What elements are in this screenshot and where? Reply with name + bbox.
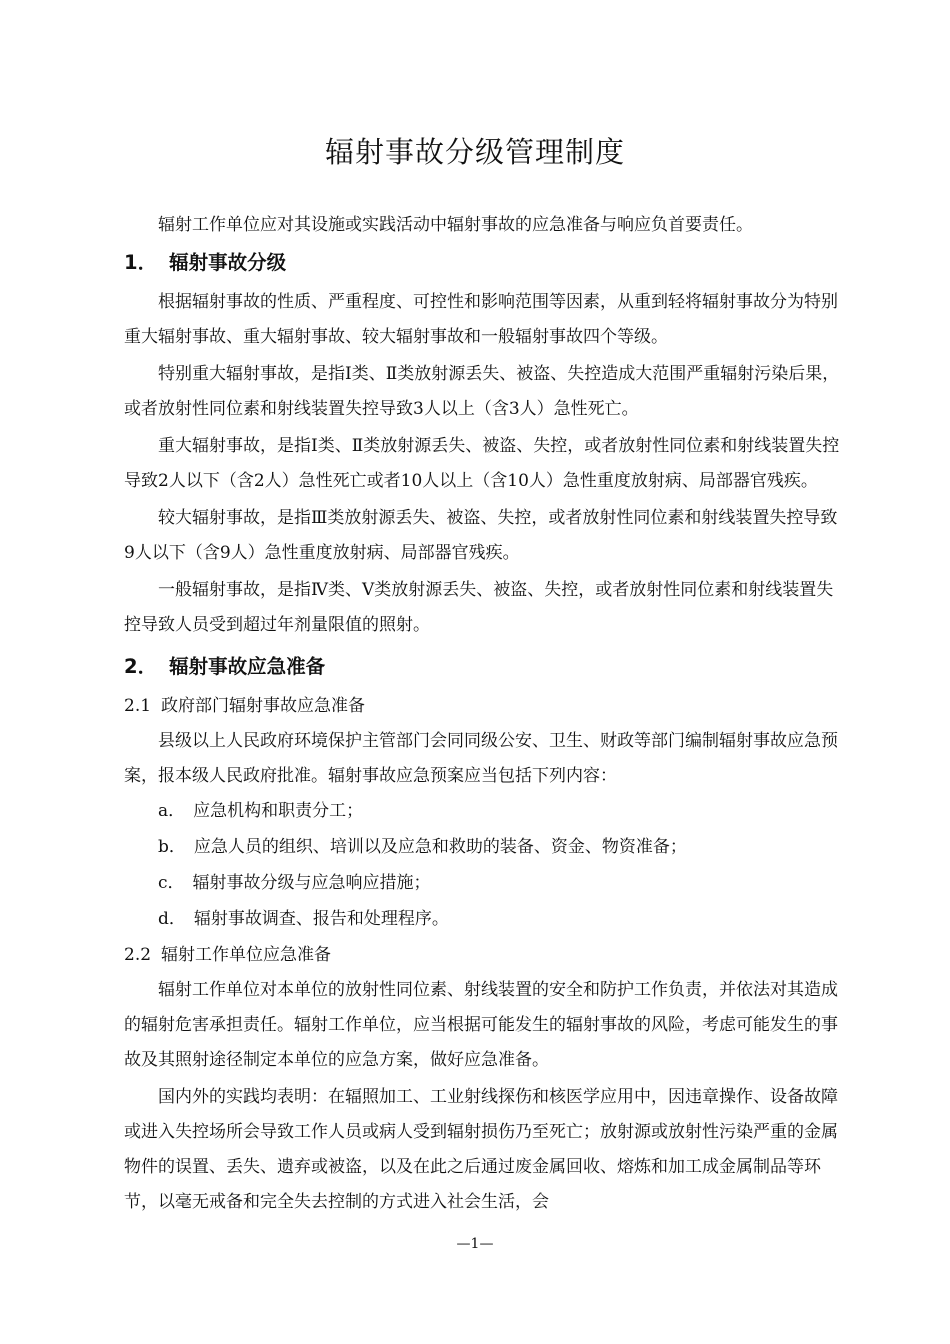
section-1-paragraph: 特别重大辐射事故，是指Ⅰ类、Ⅱ类放射源丢失、被盗、失控造成大范围严重辐射污染后果，或者放射性同位素和射线装置失控导致3人以上（含3人）急性死亡。 [124,364,840,419]
document-body [124,208,840,1220]
subsection-2-2-title: 辐射工作单位应急准备 [161,945,332,965]
subsection-2-1-title: 政府部门辐射事故应急准备 [161,696,366,716]
list-item [124,866,840,901]
document-title: 辐射事故分级管理制度 [324,135,625,169]
list-item [124,902,840,937]
section-1-heading [124,245,840,281]
section-1-number: 1． [124,251,158,274]
list-item-marker: b． [158,837,186,857]
section-1-title: 辐射事故分级 [169,251,287,274]
section-1-paragraph: 一般辐射事故，是指Ⅳ类、Ⅴ类放射源丢失、被盗、失控，或者放射性同位素和射线装置失控导致人员受到超过年剂量限值的照射。 [124,580,834,635]
list-item-text: 应急机构和职责分工； [193,801,364,821]
section-2-title: 辐射事故应急准备 [169,655,326,678]
section-2-heading [124,649,840,685]
list-item-marker: d． [158,909,186,929]
list-item [124,830,840,865]
subsection-2-2-paragraph: 辐射工作单位对本单位的放射性同位素、射线装置的安全和防护工作负责，并依法对其造成的辐射危害承担责任。辐射工作单位，应当根据可能发生的辐射事故的风险，考虑可能发生的事故及其照射途径制定本单位的应急方案，做好应急准备。 [124,980,838,1070]
list-item-text: 辐射事故调查、报告和处理程序。 [193,909,449,929]
section-1-paragraph: 根据辐射事故的性质、严重程度、可控性和影响范围等因素，从重到轻将辐射事故分为特别重大辐射事故、重大辐射事故、较大辐射事故和一般辐射事故四个等级。 [124,292,838,347]
subsection-2-2-paragraph: 国内外的实践均表明：在辐照加工、工业射线探伤和核医学应用中，因违章操作、设备故障或进入失控场所会导致工作人员或病人受到辐射损伤乃至死亡；放射源或放射性污染严重的金属物件的误置、丢失、遗弃或被盗，以及在此之后通过废金属回收、熔炼和加工成金属制品等环节，以毫无戒备和完全失去控制的方式进入社会生活，会 [124,1087,838,1212]
subsection-2-1-number: 2.1 [124,696,152,716]
list-item-text: 应急人员的组织、培训以及应急和救助的装备、资金、物资准备； [193,837,687,857]
list-item [124,794,840,829]
page-number: —1— [456,1236,494,1252]
intro-paragraph: 辐射工作单位应对其设施或实践活动中辐射事故的应急准备与响应负首要责任。 [158,215,753,235]
section-2-number: 2． [124,655,158,678]
list-item-marker: a． [158,801,186,821]
subsection-2-1-paragraph: 县级以上人民政府环境保护主管部门会同同级公安、卫生、财政等部门编制辐射事故应急预案，报本级人民政府批准。辐射事故应急预案应当包括下列内容： [124,731,838,786]
subsection-2-1-heading [124,689,840,724]
list-item-marker: c． [158,873,185,893]
section-1-paragraph: 较大辐射事故，是指Ⅲ类放射源丢失、被盗、失控，或者放射性同位素和射线装置失控导致9人以下（含9人）急性重度放射病、局部器官残疾。 [124,508,838,563]
section-1-paragraph: 重大辐射事故，是指Ⅰ类、Ⅱ类放射源丢失、被盗、失控，或者放射性同位素和射线装置失控导致2人以下（含2人）急性死亡或者10人以上（含10人）急性重度放射病、局部器官残疾。 [124,436,840,491]
list-item-text: 辐射事故分级与应急响应措施； [192,873,431,893]
subsection-2-2-number: 2.2 [124,945,152,965]
subsection-2-2-heading [124,938,840,973]
